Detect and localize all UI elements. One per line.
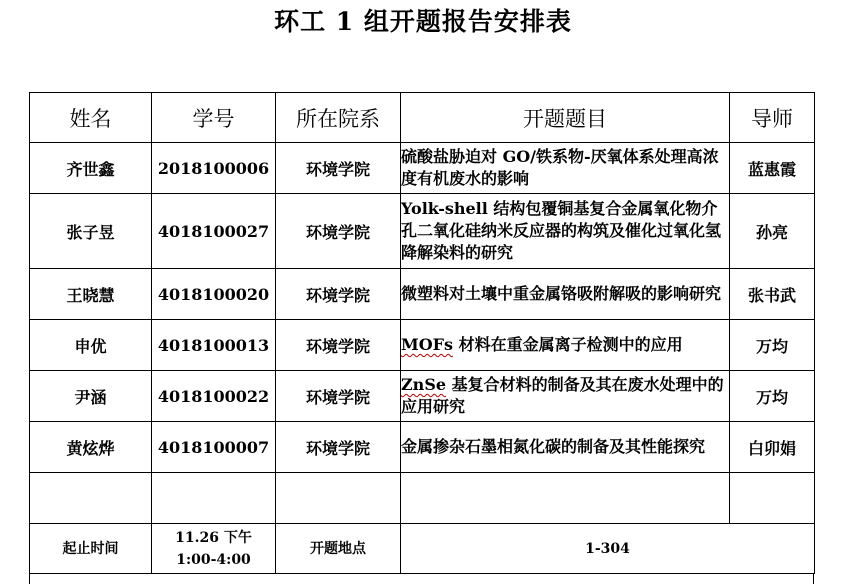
student-id: 4018100020 [152, 269, 276, 320]
topic-cell [401, 194, 730, 269]
header-topic: 开题题目 [401, 93, 730, 143]
time-line-1: 11.26 下午 [175, 529, 252, 546]
advisor: 张书武 [730, 269, 815, 320]
student-name: 齐世鑫 [30, 143, 152, 194]
topic-text: 材料在重金属离子检测中的应用 [453, 335, 683, 354]
topic-cell [401, 269, 730, 320]
department: 环境学院 [276, 269, 401, 320]
table-row [30, 143, 815, 194]
topic-lead: ZnSe [401, 375, 447, 394]
department: 环境学院 [276, 143, 401, 194]
table-row [30, 320, 815, 371]
topic-text: 硫酸盐胁迫对 GO/铁系物-厌氧体系处理高浓度有机废水的影响 [401, 147, 719, 188]
footer-row [30, 524, 815, 574]
department: 环境学院 [276, 422, 401, 473]
header-row [30, 93, 815, 143]
table-row [30, 194, 815, 269]
topic-cell [401, 143, 730, 194]
advisor: 蓝惠霞 [730, 143, 815, 194]
time-label: 起止时间 [30, 524, 152, 574]
header-advisor: 导师 [730, 93, 815, 143]
department: 环境学院 [276, 194, 401, 269]
department: 环境学院 [276, 371, 401, 422]
topic-text: 金属掺杂石墨相氮化碳的制备及其性能探究 [401, 437, 706, 456]
table-row [30, 422, 815, 473]
topic-lead: MOFs [401, 335, 454, 354]
topic-cell [401, 320, 730, 371]
topic-text: 微塑料对土壤中重金属铬吸附解吸的影响研究 [401, 284, 722, 303]
table-row [30, 371, 815, 422]
empty-cell [276, 473, 401, 524]
time-value [152, 524, 276, 574]
time-line-2: 1:00-4:00 [176, 551, 251, 568]
empty-cell [730, 473, 815, 524]
advisor: 万均 [730, 320, 815, 371]
student-id: 4018100007 [152, 422, 276, 473]
schedule-table [29, 92, 815, 574]
advisor: 万均 [730, 371, 815, 422]
student-id: 2018100006 [152, 143, 276, 194]
page-title: 环工 1 组开题报告安排表 [274, 7, 572, 36]
table-continuation [29, 574, 814, 584]
empty-cell [30, 473, 152, 524]
student-name: 申优 [30, 320, 152, 371]
empty-cell [401, 473, 730, 524]
topic-text: Yolk-shell 结构包覆铜基复合金属氧化物介孔二氧化硅纳米反应器的构筑及催化过氧化氢降解染料的研究 [401, 199, 722, 262]
student-name: 尹涵 [30, 371, 152, 422]
header-student-id: 学号 [152, 93, 276, 143]
topic-cell [401, 422, 730, 473]
advisor: 白卯娟 [730, 422, 815, 473]
topic-cell [401, 371, 730, 422]
student-name: 王晓慧 [30, 269, 152, 320]
table-row [30, 269, 815, 320]
empty-row [30, 473, 815, 524]
student-id: 4018100013 [152, 320, 276, 371]
header-name: 姓名 [30, 93, 152, 143]
location-label: 开题地点 [276, 524, 401, 574]
header-department: 所在院系 [276, 93, 401, 143]
topic-text: 基复合材料的制备及其在废水处理中的应用研究 [401, 375, 724, 416]
location-value: 1-304 [401, 524, 815, 574]
student-name: 张子昱 [30, 194, 152, 269]
student-id: 4018100022 [152, 371, 276, 422]
empty-cell [152, 473, 276, 524]
student-id: 4018100027 [152, 194, 276, 269]
student-name: 黄炫烨 [30, 422, 152, 473]
department: 环境学院 [276, 320, 401, 371]
advisor: 孙亮 [730, 194, 815, 269]
